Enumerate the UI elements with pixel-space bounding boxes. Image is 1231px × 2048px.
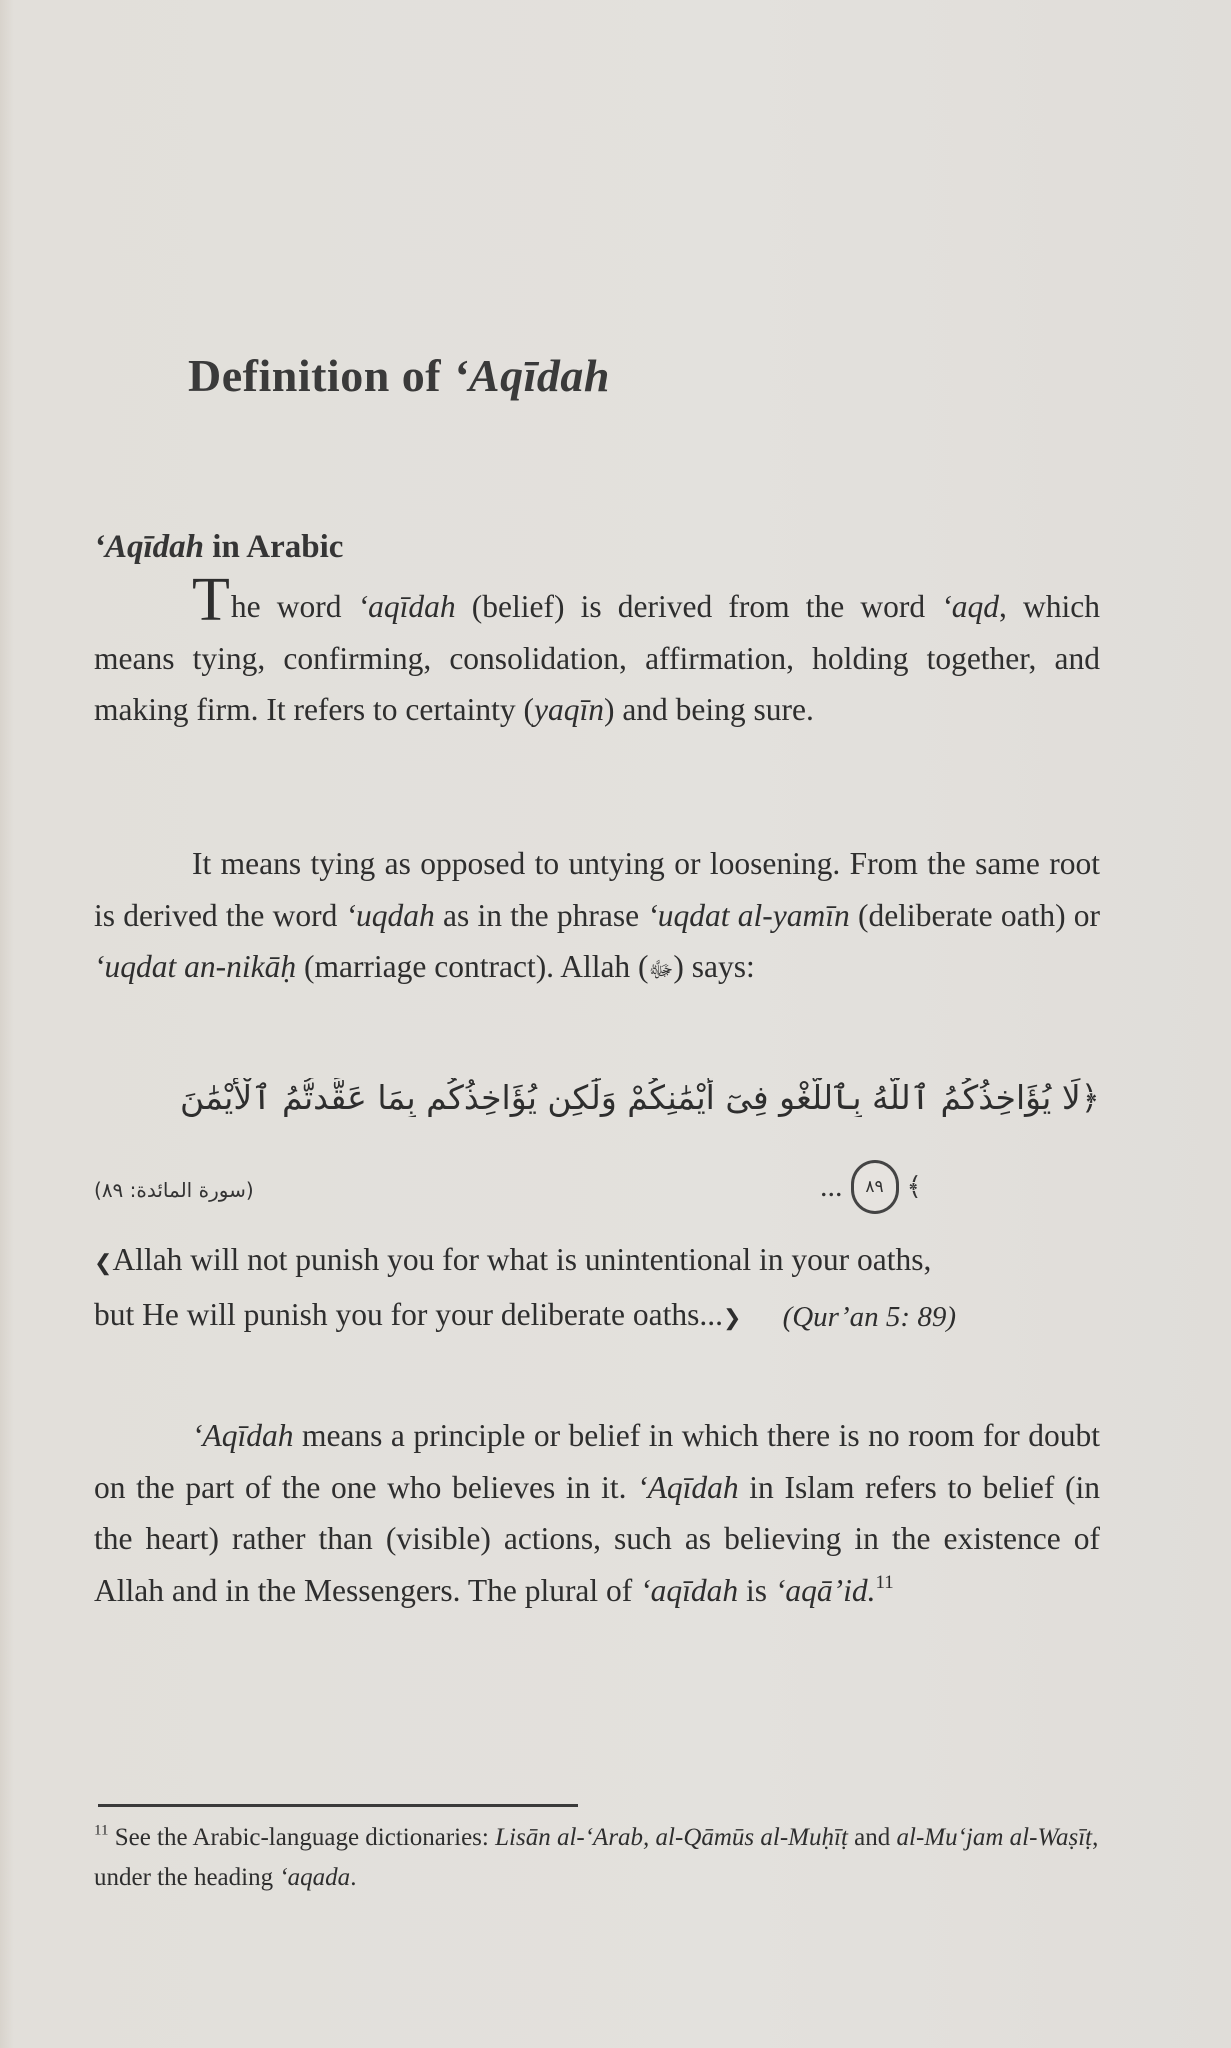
drop-cap: T [192,566,230,634]
italic-term: ‘uqdah [345,897,435,933]
italic-term: yaqīn [533,692,604,727]
italic-term: ‘aqīdah [357,589,456,624]
paragraph-2 [94,838,1100,997]
quran-verse-arabic: ﴿لَا يُؤَاخِذُكُمُ ٱللَّهُ بِٱللَّغْوِ فِىٓ أَيْمَٰنِكُمْ وَلَٰكِن يُؤَاخِذُكُم بِمَا عَقَّدتُّمُ ٱلْأَيْمَٰنَ [179,1078,1100,1117]
text-segment: ) says: [673,949,755,984]
section-heading-rest: in Arabic [204,529,344,566]
text-segment: , which means tying, confirming, consolidation, affirmation, holding together, and making firm. It refers to certainty ( [94,589,1100,727]
translation-text: Allah will not punish you for what is unintentional in your oaths, but He will punish you for your deliberate oaths... [94,1242,932,1332]
italic-term: ‘aqā’id. [774,1572,876,1608]
italic-term: ‘Aqīdah [637,1469,739,1505]
chapter-title-prefix: Definition of [188,349,454,401]
paragraph-1 [94,566,1100,736]
text-segment: he word [230,589,358,624]
text-segment: It means tying as opposed to untying or loosening. From the same root is derived the word [94,846,1100,933]
text-segment: as in the phrase [434,897,648,933]
italic-term: Lisān al-‘Arab, al-Qāmūs al-Muḥīṭ [495,1824,848,1851]
text-segment: and [847,1824,897,1851]
text-segment: ) and being sure. [603,692,814,727]
text-segment: . [350,1864,357,1891]
close-bracket-icon: ❯ [723,1304,742,1330]
text-segment: See the Arabic-language dictionaries: [108,1824,496,1851]
ayah-number-marker-icon [851,1160,899,1214]
quran-bracket-icon: ﴾ [906,1172,922,1202]
italic-term: ‘aqīdah [640,1572,739,1608]
text-segment: , under the heading [94,1824,1099,1891]
text-segment: means a principle or belief in which there is no room for doubt on the part of the one who believes in it. [94,1418,1100,1505]
footnote-reference: 11 [875,1571,894,1593]
text-segment: is [738,1572,775,1608]
text-segment: (deliberate oath) or [849,897,1101,933]
paragraph-3 [94,1410,1100,1616]
italic-term: ‘aqada [279,1864,351,1891]
honorific-icon: ﷻ [648,958,674,983]
text-segment: (belief) is derived from the word [455,589,942,624]
italic-term: ‘uqdat an-nikāḥ [94,949,297,984]
italic-term: ‘aqd [941,589,999,624]
italic-term: ‘uqdat al-yamīn [647,897,850,933]
footnote-number: 11 [94,1822,109,1839]
footnote [94,1818,1100,1898]
footnote-divider [98,1804,578,1807]
open-bracket-icon: ❮ [94,1250,113,1275]
italic-term: al-Mu‘jam al-Waṣīṭ [896,1824,1093,1851]
continuation-ellipsis: ... [820,1170,843,1203]
chapter-title [188,349,610,402]
section-heading [94,529,343,566]
verse-citation: (Qur’an 5: 89) [782,1300,956,1333]
verse-translation [94,1234,956,1343]
ayah-end [820,1160,922,1214]
chapter-title-italic: ‘Aqīdah [453,349,610,401]
section-heading-italic: ‘Aqīdah [94,529,205,566]
surah-reference: (سورة المائدة: ٨٩) [94,1178,254,1202]
text-segment: in Islam refers to belief (in the heart) rather than (visible) actions, such as believing in the existence of Allah and in the Messengers. The plural of [94,1469,1101,1608]
ayah-number: ٨٩ [865,1177,884,1197]
italic-term: ‘Aqīdah [192,1418,294,1453]
text-segment: (marriage contract). Allah ( [296,949,649,984]
